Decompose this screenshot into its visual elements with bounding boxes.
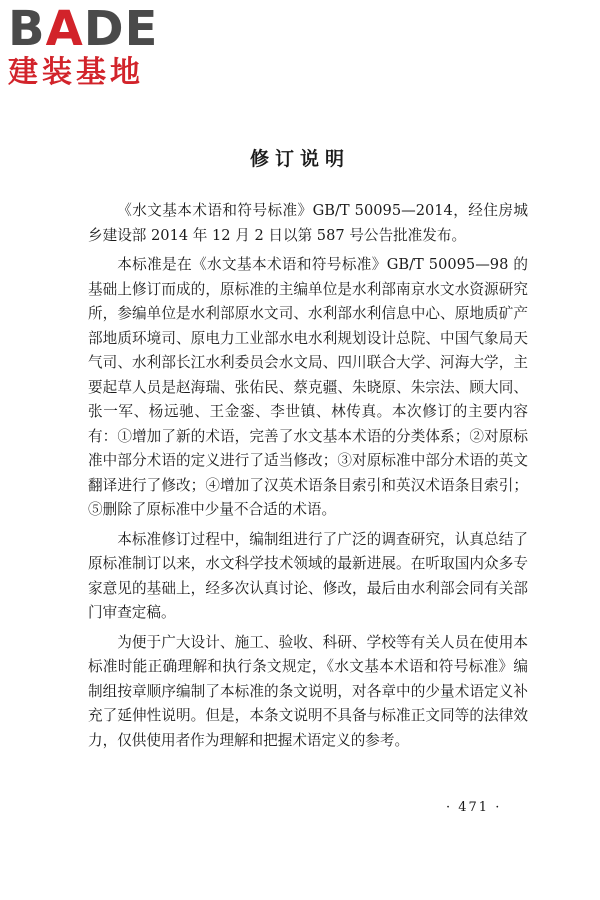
logo-letter-accent: A [45,1,84,57]
page-number: · 471 · [446,800,502,815]
logo-letters-suffix: DE [83,1,159,57]
bade-logo [8,1,178,90]
page-title: 修订说明 [249,148,350,170]
paragraph: 本标准是在《水文基本术语和符号标准》GB/T 50095—98 的基础上修订而成的，原标准的主编单位是水利部南京水文水资源研究所，参编单位是水利部原水文司、水利部水利信息中心、原地质矿产部地质环境司、原电力工业部水电水利规划设计总院、中国气象局天气司、水利部长江水利委员会水文局、四川联合大学、河海大学，主要起草人员是赵海瑞、张佑民、蔡克疆、朱晓原、朱宗法、顾大同、张一军、杨远驰、王金銮、李世镇、林传真。本次修订的主要内容有：①增加了新的术语，完善了水文基本术语的分类体系；②对原标准中部分术语的定义进行了适当修改；③对原标准中部分术语的英文翻译进行了修改；④增加了汉英术语条目索引和英汉术语条目索引；⑤删除了原标准中少量不合适的术语。 [88,256,528,518]
paragraph: 本标准修订过程中，编制组进行了广泛的调查研究，认真总结了原标准制订以来，水文科学技术领域的最新进展。在听取国内众多专家意见的基础上，经多次认真讨论、修改，最后由水利部会同有关部门审查定稿。 [88,530,528,621]
logo-letters-prefix: B [8,1,46,57]
logo-wordmark [8,1,178,57]
paragraph: 《水文基本术语和符号标准》GB/T 50095—2014，经住房城乡建设部 2014 年 12 月 2 日以第 587 号公告批准发布。 [88,202,528,244]
document-body [88,199,528,758]
logo-subtitle: 建装基地 [8,55,144,90]
paragraph: 为便于广大设计、施工、验收、科研、学校等有关人员在使用本标准时能正确理解和执行条文规定，《水文基本术语和符号标准》编制组按章顺序编制了本标准的条文说明，对各章中的少量术语定义补充了延伸性说明。但是，本条文说明不具备与标准正文同等的法律效力，仅供使用者作为理解和把握术语定义的参考。 [88,633,528,749]
